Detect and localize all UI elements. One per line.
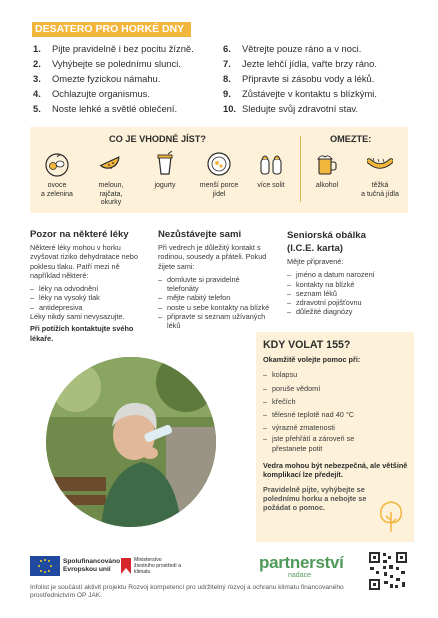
list-item: – léky na vysoký tlak (30, 293, 148, 302)
melon-icon (98, 151, 124, 177)
ice-title: Seniorská obálka (I.C.E. karta) (287, 230, 366, 254)
food-label: meloun, rajčata, okurky (98, 182, 124, 207)
beer-mug-icon (314, 151, 340, 177)
tip-item: 6. Větrejte pouze ráno a v noci. (223, 43, 362, 54)
alone-intro: Při vedrech je důležitý kontakt s rodinou, sousedy a přáteli. Pokud žijete sami: (158, 243, 267, 271)
list-item: – zdravotní pojišťovnu (287, 298, 412, 307)
list-item: – jste přehřátí a zároveň se přestanete potit (263, 434, 381, 453)
list-item: – připravte si seznam užívaných léků (158, 312, 270, 331)
tip-item: 10. Sledujte svůj zdravotní stav. (223, 103, 359, 114)
list-item: – domluvte si pravidelné telefonáty (158, 275, 270, 294)
ministry-text: Ministerstvo životního prostředí a klimatu (134, 557, 182, 575)
call-section (263, 355, 409, 513)
tip-item: 8. Připravte si zásobu vody a léků. (223, 73, 375, 84)
ice-intro: Mějte připravené: (287, 257, 344, 266)
food-label: ovoce a zelenina (41, 182, 73, 198)
list-item: – antidepresiva (30, 303, 148, 312)
list-item: – křečích (263, 395, 409, 408)
photo-illustration (46, 357, 216, 527)
list-item: – výrazné zmatenosti (263, 421, 409, 434)
meds-intro: Některé léky mohou v horku zvyšovat riziko dehydratace nebo poklesu tlaku. Patří mezi ně například některé: (30, 243, 138, 280)
eu-flag-icon (30, 556, 60, 576)
tip-item: 9. Zůstávejte v kontaktu s blízkými. (223, 88, 377, 99)
call-warning: Vedra mohou být nebezpečná, ale většině komplikací lze předejít. (263, 460, 408, 480)
qr-code-icon[interactable] (368, 551, 408, 591)
vegetables-icon (44, 151, 70, 177)
list-item: – noste u sebe kontakty na blízké (158, 303, 270, 312)
food-label: více solit (257, 182, 285, 189)
food-label: menší porce jídel (199, 182, 239, 198)
list-item: – mějte nabitý telefon (158, 293, 270, 302)
band-divider (300, 136, 301, 202)
sausage-icon (367, 151, 393, 177)
ice-section (287, 257, 412, 317)
partnerstvi-logo: partnerství (259, 553, 344, 572)
salt-shaker-icon (258, 151, 284, 177)
plate-icon (206, 151, 232, 177)
list-item: – seznam léků (287, 289, 412, 298)
eu-cofunded-text: Spolufinancováno Evropskou unií (63, 558, 121, 573)
list-item: – léky na odvodnění (30, 284, 148, 293)
tip-item: 2. Vyhýbejte se polednímu slunci. (33, 58, 181, 69)
meds-strong: Při potížích kontaktujte svého lékaře. (30, 324, 134, 343)
limit-title: OMEZTE: (330, 134, 372, 144)
meds-title: Pozor na některé léky (30, 229, 129, 240)
limit-label: alkohol (315, 182, 339, 189)
footer-disclaimer: Infolist je součástí aktivit projektu Rozvoj kompetencí pro udržitelný rozvoj a ochranu klimatu financovaného prostřednictvím OP JAK. (30, 584, 344, 600)
call-title: KDY VOLAT 155? (263, 339, 351, 351)
partnerstvi-sub: nadace (288, 572, 311, 579)
list-item: – kolapsu (263, 368, 409, 381)
ministry-logo-icon (120, 556, 132, 576)
call-intro: Okamžitě volejte pomoc při: (263, 355, 361, 364)
list-item: – tělesné teplotě nad 40 °C (263, 408, 409, 421)
tip-item: 3. Omezte fyzickou námahu. (33, 73, 161, 84)
food-title: CO JE VHODNÉ JÍST? (109, 134, 206, 144)
limit-label: těžká a tučná jídla (361, 182, 399, 198)
tip-item: 1. Pijte pravidelně i bez pocitu žízně. (33, 43, 194, 54)
list-item: – jméno a datum narození (287, 270, 412, 279)
tip-item: 4. Ochlazujte organismus. (33, 88, 150, 99)
food-label: jogurty (154, 182, 176, 189)
tree-icon (376, 500, 406, 534)
call-advice: Pravidelně pijte, vyhýbejte se polednímu horku a nebojte se požádat o pomoc. (263, 484, 367, 513)
alone-title: Nezůstávejte sami (158, 229, 242, 240)
yogurt-icon (152, 151, 178, 177)
senior-drinking-photo (46, 357, 216, 527)
page-title: DESATERO PRO HORKÉ DNY (32, 22, 191, 37)
list-item: – důležité diagnózy (287, 307, 412, 316)
meds-note: Léky nikdy sami nevysazujte. (30, 312, 125, 322)
tip-item: 5. Noste lehké a světlé oblečení. (33, 103, 178, 114)
alone-section (158, 243, 270, 331)
list-item: – kontakty na blízké (287, 280, 412, 289)
meds-section (30, 243, 148, 344)
tip-item: 7. Jezte lehčí jídla, vařte brzy ráno. (223, 58, 377, 69)
list-item: – poruše vědomí (263, 382, 409, 395)
